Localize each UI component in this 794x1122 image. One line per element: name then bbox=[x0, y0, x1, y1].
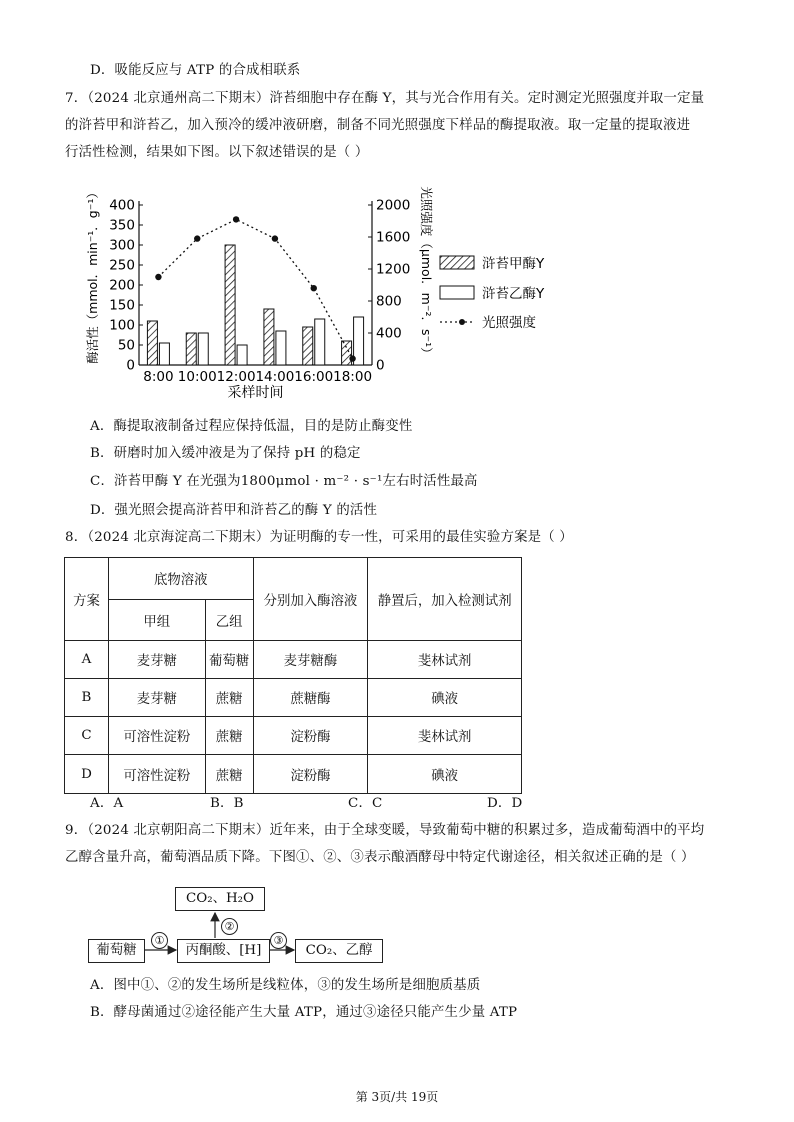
cell: 可溶性淀粉 bbox=[108, 755, 205, 794]
x-tick-label: 14:00 bbox=[255, 369, 295, 385]
flow-box-co2-h2o: CO₂、H₂O bbox=[175, 887, 265, 911]
left-tick-label: 50 bbox=[117, 337, 135, 354]
q9-option-a: A．图中①、②的发生场所是线粒体，③的发生场所是细胞质基质 bbox=[90, 978, 481, 993]
cell: 葡萄糖 bbox=[205, 641, 253, 679]
left-tick-label: 400 bbox=[109, 197, 135, 214]
header-group-b: 乙组 bbox=[205, 600, 253, 641]
right-tick-label: 0 bbox=[376, 357, 385, 374]
page-footer: 第 3页/共 19页 bbox=[355, 1090, 439, 1104]
cell: C bbox=[65, 717, 109, 755]
legend-label-species-a: 浒苔甲酶Y bbox=[482, 256, 545, 272]
cell: 蔗糖 bbox=[205, 679, 253, 717]
x-tick-label: 18:00 bbox=[333, 369, 373, 385]
q8-answer-c: C．C bbox=[348, 796, 383, 811]
q8-stem: 8．（2024 北京海淀高二下期末）为证明酶的专一性，可采用的最佳实验方案是（ ） bbox=[65, 530, 573, 545]
step-2-marker: ② bbox=[221, 918, 238, 935]
legend-label-light: 光照强度 bbox=[482, 315, 536, 331]
right-tick-label: 1600 bbox=[376, 229, 411, 246]
cell: 蔗糖 bbox=[205, 755, 253, 794]
cell: 蔗糖酶 bbox=[253, 679, 368, 717]
left-tick-label: 150 bbox=[109, 297, 135, 314]
cell: 淀粉酶 bbox=[253, 717, 368, 755]
q7-option-c: C．浒苔甲酶 Y 在光强为1800μmol · m⁻² · s⁻¹左右时活性最高 bbox=[90, 474, 478, 489]
header-plan: 方案 bbox=[65, 558, 109, 641]
header-substrate: 底物溶液 bbox=[108, 558, 253, 600]
right-tick-label: 800 bbox=[376, 293, 402, 310]
left-tick-label: 0 bbox=[126, 357, 135, 374]
cell: 蔗糖 bbox=[205, 717, 253, 755]
header-enzyme: 分别加入酶溶液 bbox=[253, 558, 368, 641]
cell: 碘液 bbox=[368, 679, 522, 717]
q7-option-b: B．研磨时加入缓冲液是为了保持 pH 的稳定 bbox=[90, 446, 361, 461]
cell: 斐林试剂 bbox=[368, 641, 522, 679]
legend-label-species-b: 浒苔乙酶Y bbox=[482, 286, 545, 302]
cell: B bbox=[65, 679, 109, 717]
q9-stem-line1: 9．（2024 北京朝阳高二下期末）近年来，由于全球变暖，导致葡萄中糖的积累过多，造成葡萄酒中的平均 bbox=[65, 823, 705, 838]
right-tick-label: 2000 bbox=[376, 197, 411, 214]
x-tick-label: 10:00 bbox=[177, 369, 217, 385]
cell: 麦芽糖 bbox=[108, 679, 205, 717]
prev-option-d: D．吸能反应与 ATP 的合成相联系 bbox=[90, 63, 301, 78]
flow-box-glucose: 葡萄糖 bbox=[88, 939, 145, 963]
q7-stem-line2: 的浒苔甲和浒苔乙，加入预冷的缓冲液研磨，制备不同光照强度下样品的酶提取液。取一定量的提取液进 bbox=[65, 118, 691, 133]
x-tick-label: 8:00 bbox=[143, 369, 174, 385]
q8-answer-a: A．A bbox=[90, 796, 124, 811]
right-tick-label: 400 bbox=[376, 325, 402, 342]
header-reagent: 静置后，加入检测试剂 bbox=[368, 558, 522, 641]
left-tick-label: 300 bbox=[109, 237, 135, 254]
q8-answer-d: D．D bbox=[487, 796, 523, 811]
cell: A bbox=[65, 641, 109, 679]
q9-option-b: B．酵母菌通过②途径能产生大量 ATP，通过③途径只能产生少量 ATP bbox=[90, 1005, 518, 1020]
cell: 麦芽糖酶 bbox=[253, 641, 368, 679]
header-group-a: 甲组 bbox=[108, 600, 205, 641]
q8-answer-b: B．B bbox=[210, 796, 244, 811]
y-axis-title: 酶活性（mmol．min⁻¹．g⁻¹） bbox=[85, 186, 100, 364]
step-1-marker: ① bbox=[151, 932, 168, 949]
left-tick-label: 200 bbox=[109, 277, 135, 294]
cell: 麦芽糖 bbox=[108, 641, 205, 679]
left-tick-label: 100 bbox=[109, 317, 135, 334]
flow-box-co2-ethanol: CO₂、乙醇 bbox=[295, 939, 383, 963]
right-tick-label: 1200 bbox=[376, 261, 411, 278]
q7-stem-line1: 7．（2024 北京通州高二下期末）浒苔细胞中存在酶 Y，其与光合作用有关。定时测定光照强度并取一定量 bbox=[65, 91, 705, 106]
y-axis-title-right: 光照强度（μmol．m⁻²．s⁻¹） bbox=[419, 186, 434, 360]
x-axis-title: 采样时间 bbox=[227, 385, 284, 401]
step-3-marker: ③ bbox=[270, 932, 287, 949]
x-tick-label: 16:00 bbox=[294, 369, 334, 385]
q9-stem-line2: 乙醇含量升高，葡萄酒品质下降。下图①、②、③表示酿酒酵母中特定代谢途径，相关叙述正确的是（ ） bbox=[65, 850, 695, 865]
q7-option-a: A．酶提取液制备过程应保持低温，目的是防止酶变性 bbox=[90, 419, 413, 434]
q7-stem-line3: 行活性检测，结果如下图。以下叙述错误的是（ ） bbox=[65, 145, 369, 160]
cell: D bbox=[65, 755, 109, 794]
cell: 淀粉酶 bbox=[253, 755, 368, 794]
q7-option-d: D．强光照会提高浒苔甲和浒苔乙的酶 Y 的活性 bbox=[90, 503, 378, 518]
cell: 斐林试剂 bbox=[368, 717, 522, 755]
cell: 碘液 bbox=[368, 755, 522, 794]
cell: 可溶性淀粉 bbox=[108, 717, 205, 755]
left-tick-label: 250 bbox=[109, 257, 135, 274]
x-tick-label: 12:00 bbox=[216, 369, 256, 385]
flow-box-pyruvate: 丙酮酸、[H] bbox=[177, 939, 270, 963]
left-tick-label: 350 bbox=[109, 217, 135, 234]
